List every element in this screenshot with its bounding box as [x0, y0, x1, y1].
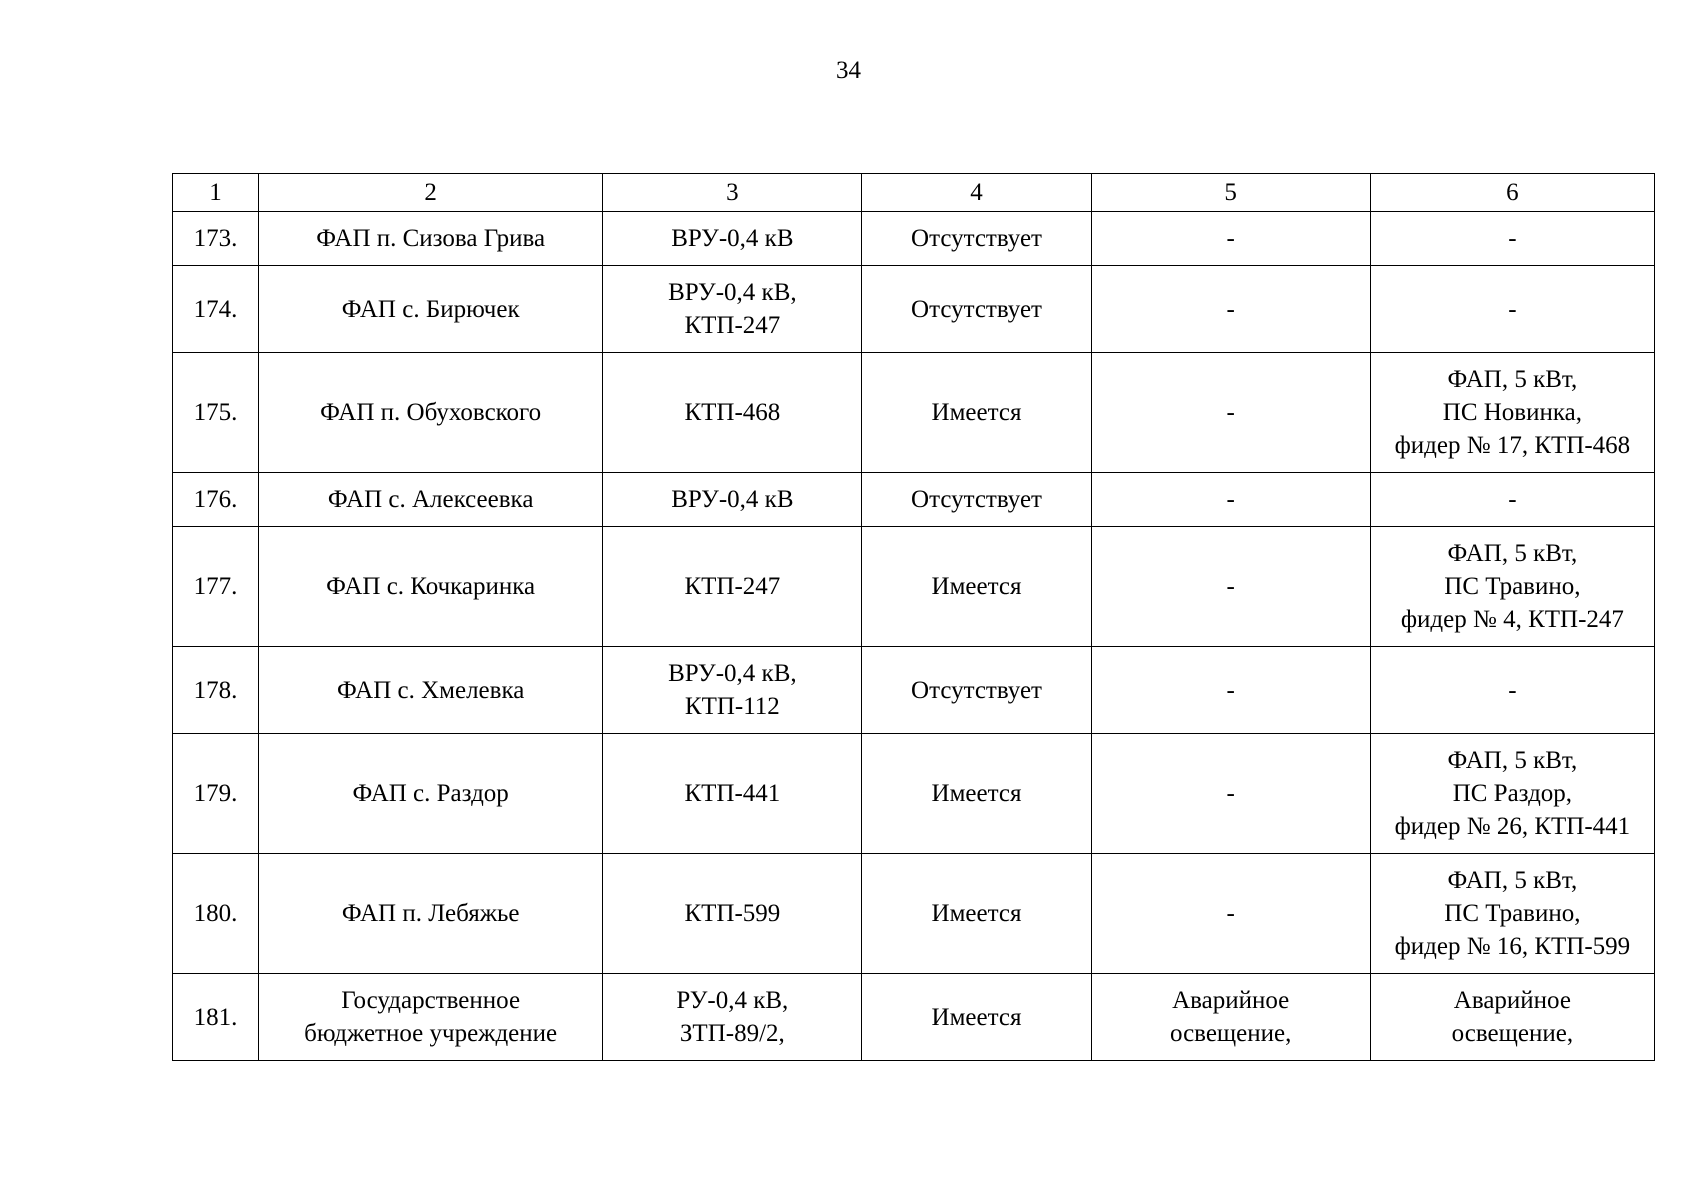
- column-6-cell: [1370, 212, 1654, 266]
- power-source-cell: [603, 974, 862, 1061]
- table-row: [173, 647, 1655, 734]
- cell-line: Аварийное: [1453, 987, 1571, 1014]
- facility-name-cell: [259, 473, 603, 527]
- cell-line: КТП-112: [684, 693, 780, 720]
- cell-line: ФАП с. Кочкаринка: [326, 573, 536, 600]
- cell-line: фидер № 17, КТП-468: [1394, 432, 1631, 459]
- column-5-cell: [1091, 734, 1370, 854]
- cell-line: -: [1508, 225, 1517, 252]
- status-cell: Отсутствует: [862, 212, 1091, 266]
- page-number: 34: [836, 57, 861, 84]
- column-6-cell: [1370, 266, 1654, 353]
- cell-line: бюджетное учреждение: [304, 1020, 558, 1047]
- cell-line: -: [1226, 780, 1235, 807]
- column-5-cell: [1091, 353, 1370, 473]
- power-source-cell: [603, 212, 862, 266]
- cell-line: -: [1508, 486, 1517, 513]
- row-number-cell: 176.: [173, 473, 259, 527]
- row-number-cell: 179.: [173, 734, 259, 854]
- power-source-cell: [603, 647, 862, 734]
- table-body: [173, 212, 1655, 1061]
- cell-line: фидер № 4, КТП-247: [1400, 606, 1624, 633]
- cell-line: фидер № 26, КТП-441: [1394, 813, 1631, 840]
- cell-line: ФАП п. Сизова Грива: [316, 225, 546, 252]
- cell-line: -: [1226, 486, 1235, 513]
- row-number-cell: 177.: [173, 527, 259, 647]
- status-cell: Отсутствует: [862, 473, 1091, 527]
- cell-line: Аварийное: [1172, 987, 1290, 1014]
- row-number-cell: 174.: [173, 266, 259, 353]
- power-source-cell: [603, 473, 862, 527]
- cell-line: ФАП, 5 кВт,: [1447, 540, 1578, 567]
- cell-line: -: [1226, 676, 1235, 704]
- status-cell: Имеется: [862, 353, 1091, 473]
- cell-line: КТП-441: [684, 780, 781, 807]
- row-number-cell: 181.: [173, 974, 259, 1061]
- cell-line: -: [1508, 295, 1517, 323]
- column-header: 4: [862, 174, 1091, 212]
- facility-name-cell: [259, 527, 603, 647]
- facility-name-cell: [259, 734, 603, 854]
- power-source-cell: [603, 734, 862, 854]
- cell-line: ПС Раздор,: [1452, 780, 1573, 807]
- cell-line: освещение,: [1169, 1020, 1292, 1047]
- column-header: 2: [259, 174, 603, 212]
- table-row: [173, 854, 1655, 974]
- cell-line: -: [1226, 900, 1235, 927]
- table-row: [173, 527, 1655, 647]
- table-row: [173, 212, 1655, 266]
- cell-line: ПС Новинка,: [1442, 399, 1582, 426]
- cell-line: -: [1226, 225, 1235, 252]
- cell-line: КТП-247: [684, 573, 781, 600]
- facility-name-cell: [259, 212, 603, 266]
- column-5-cell: [1091, 647, 1370, 734]
- header-row: [173, 174, 1655, 212]
- column-5-cell: [1091, 527, 1370, 647]
- status-cell: Имеется: [862, 974, 1091, 1061]
- cell-line: ФАП п. Обуховского: [320, 399, 542, 426]
- status-cell: Имеется: [862, 854, 1091, 974]
- cell-line: ФАП п. Лебяжье: [341, 900, 520, 927]
- table-row: [173, 473, 1655, 527]
- status-cell: Имеется: [862, 734, 1091, 854]
- cell-line: Государственное: [341, 987, 521, 1014]
- cell-line: ФАП с. Хмелевка: [336, 676, 525, 704]
- row-number-cell: 180.: [173, 854, 259, 974]
- cell-line: ФАП, 5 кВт,: [1447, 867, 1578, 894]
- cell-line: ФАП с. Бирючек: [341, 295, 520, 323]
- table-row: [173, 974, 1655, 1061]
- row-number-cell: 175.: [173, 353, 259, 473]
- cell-line: ВРУ-0,4 кВ,: [668, 279, 797, 306]
- column-6-cell: [1370, 854, 1654, 974]
- table-row: [173, 734, 1655, 854]
- cell-line: РУ-0,4 кВ,: [676, 987, 789, 1014]
- column-header: 6: [1370, 174, 1654, 212]
- table-row: [173, 353, 1655, 473]
- column-5-cell: [1091, 854, 1370, 974]
- facility-name-cell: [259, 353, 603, 473]
- cell-line: ФАП с. Алексеевка: [327, 486, 534, 513]
- cell-line: фидер № 16, КТП-599: [1394, 933, 1631, 960]
- cell-line: -: [1226, 573, 1235, 600]
- status-cell: Отсутствует: [862, 266, 1091, 353]
- column-header: 5: [1091, 174, 1370, 212]
- cell-line: ФАП, 5 кВт,: [1447, 366, 1578, 393]
- facilities-table: [172, 173, 1655, 1061]
- power-source-cell: [603, 353, 862, 473]
- cell-line: ФАП, 5 кВт,: [1447, 747, 1578, 774]
- power-source-cell: [603, 527, 862, 647]
- cell-line: -: [1226, 399, 1235, 426]
- table-header: [173, 174, 1655, 212]
- column-6-cell: [1370, 647, 1654, 734]
- column-6-cell: [1370, 974, 1654, 1061]
- row-number-cell: 173.: [173, 212, 259, 266]
- cell-line: ПС Травино,: [1444, 900, 1581, 927]
- power-source-cell: [603, 266, 862, 353]
- column-6-cell: [1370, 734, 1654, 854]
- column-header: 3: [603, 174, 862, 212]
- cell-line: ЗТП-89/2,: [679, 1020, 785, 1047]
- column-5-cell: [1091, 212, 1370, 266]
- cell-line: ПС Травино,: [1444, 573, 1581, 600]
- column-6-cell: [1370, 527, 1654, 647]
- status-cell: Отсутствует: [862, 647, 1091, 734]
- column-header: 1: [173, 174, 259, 212]
- cell-line: КТП-599: [684, 900, 781, 927]
- facility-name-cell: [259, 974, 603, 1061]
- column-6-cell: [1370, 473, 1654, 527]
- column-6-cell: [1370, 353, 1654, 473]
- cell-line: ВРУ-0,4 кВ,: [668, 660, 797, 687]
- cell-line: ФАП с. Раздор: [352, 780, 509, 807]
- cell-line: КТП-468: [684, 399, 781, 426]
- cell-line: ВРУ-0,4 кВ: [671, 225, 794, 252]
- row-number-cell: 178.: [173, 647, 259, 734]
- column-5-cell: [1091, 974, 1370, 1061]
- table-row: [173, 266, 1655, 353]
- cell-line: -: [1226, 295, 1235, 323]
- cell-line: -: [1508, 676, 1517, 704]
- column-5-cell: [1091, 266, 1370, 353]
- status-cell: Имеется: [862, 527, 1091, 647]
- cell-line: ВРУ-0,4 кВ: [671, 486, 794, 513]
- column-5-cell: [1091, 473, 1370, 527]
- cell-line: КТП-247: [684, 312, 781, 339]
- power-source-cell: [603, 854, 862, 974]
- facility-name-cell: [259, 647, 603, 734]
- cell-line: освещение,: [1451, 1020, 1574, 1047]
- facility-name-cell: [259, 854, 603, 974]
- facility-name-cell: [259, 266, 603, 353]
